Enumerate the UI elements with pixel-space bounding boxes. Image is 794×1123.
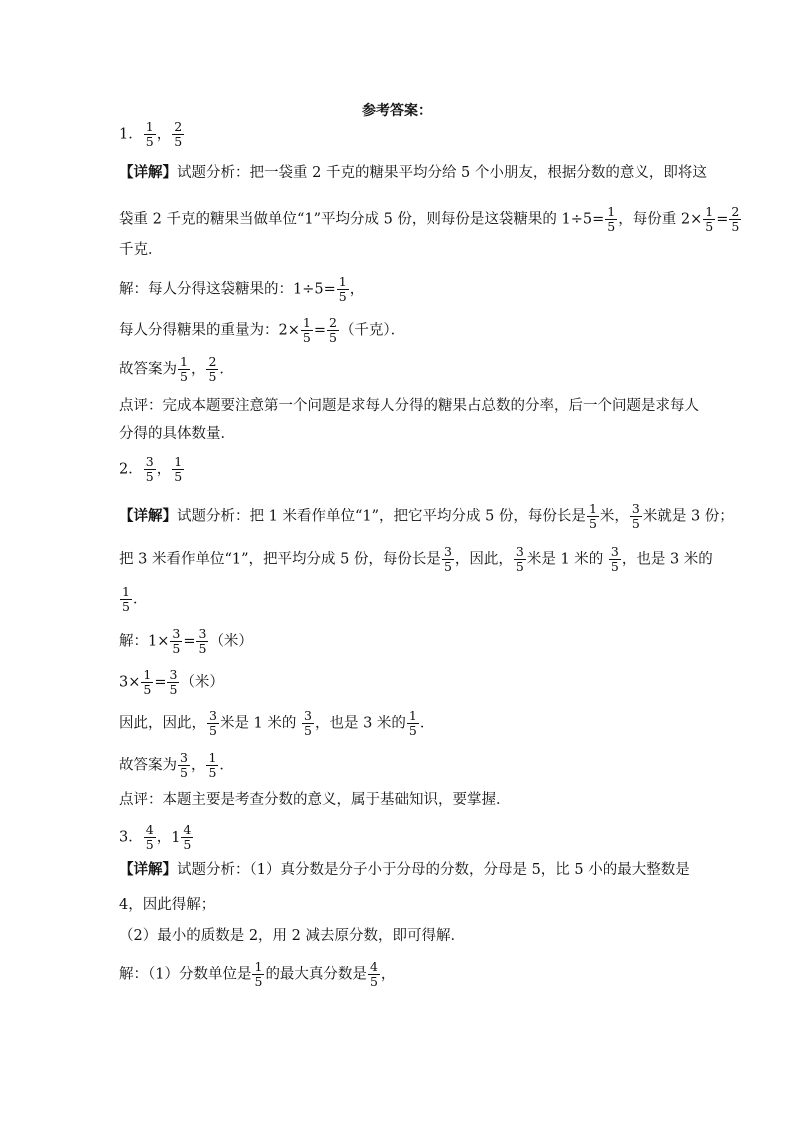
q3-detail-line-2: 4，因此得解； <box>119 897 216 913</box>
q1-comment-line-1: 点评：完成本题要注意第一个问题是求每人分得的糖果占总数的分率，后一个问题是求每人 <box>119 398 699 414</box>
q1-solution-line-2: 每人分得糖果的重量为：2× $\frac{1}{5}$ = $\frac{2}{5}$ （千克）． <box>119 315 406 345</box>
mixed-number-whole: 1 <box>171 829 181 846</box>
q2-solution-line-3: 因此，因此， $\frac{3}{5}$ 米是 1 米的 $\frac{3}{5}$ ，也是 3 米的 $\frac{1}{5}$ ． <box>119 708 435 738</box>
fraction: $\frac{1}{5}$ <box>302 315 311 345</box>
q1-detail-line-2: 袋重 2 千克的糖果当做单位“1”平均分成 5 份，则每份是这袋糖果的 1÷5= $\frac{1}{5}$ ，每份重 2× $\frac{1}{5}$ = $\frac{2}{5}$ <box>119 204 740 234</box>
fraction: $\frac{1}{5}$ <box>174 454 183 484</box>
fraction: $\frac{3}{5}$ <box>209 708 217 738</box>
fraction: $\frac{2}{5}$ <box>208 354 217 384</box>
fraction: $\frac{3}{5}$ <box>610 544 619 574</box>
q2-detail-line-3: $\frac{1}{5}$ ． <box>122 584 148 614</box>
q3-detail-line-1: 【详解】试题分析：（1）真分数是分子小于分母的分数，分母是 5，比 5 小的最大整数是 <box>119 861 690 878</box>
fraction: $\frac{1}{5}$ <box>588 501 597 531</box>
q3-answer-line: 3． $\frac{4}{5}$ ，1 $\frac{4}{5}$ <box>119 822 192 852</box>
q2-detail-line-1: 【详解】试题分析：把 1 米看作单位“1”，把它平均分成 5 份，每份长是 $\frac{1}{5}$ 米， $\frac{3}{5}$ 米就是 3 份； <box>119 501 734 531</box>
fraction: $\frac{3}{5}$ <box>443 544 452 574</box>
fraction: $\frac{1}{5}$ <box>254 959 263 989</box>
q1-final-answer: 故答案为 $\frac{1}{5}$ ， $\frac{2}{5}$ ． <box>119 354 234 384</box>
fraction: $\frac{3}{5}$ <box>145 454 154 484</box>
fraction: $\frac{3}{5}$ <box>169 667 178 697</box>
q2-comment: 点评：本题主要是考查分数的意义，属于基础知识，要掌握． <box>119 792 511 808</box>
fraction: $\frac{2}{5}$ <box>174 119 183 149</box>
fraction: $\frac{1}{5}$ <box>408 708 417 738</box>
fraction: $\frac{2}{5}$ <box>731 204 740 234</box>
fraction: $\frac{1}{5}$ <box>122 584 130 614</box>
fraction: $\frac{3}{5}$ <box>180 750 188 780</box>
q1-answer-line: 1． $\frac{1}{5}$ ， $\frac{2}{5}$ <box>119 119 183 149</box>
q1-solution-line-1: 解：每人分得这袋糖果的：1÷5= $\frac{1}{5}$ ， <box>119 274 365 304</box>
fraction: $\frac{3}{5}$ <box>198 626 207 656</box>
page-title: 参考答案： <box>362 103 432 119</box>
q1-detail-line-1: 【详解】试题分析：把一袋重 2 千克的糖果平均分给 5 个小朋友，根据分数的意义，即将这 <box>119 164 707 181</box>
fraction: $\frac{3}{5}$ <box>172 626 181 656</box>
fraction: $\frac{1}{5}$ <box>180 354 188 384</box>
fraction: $\frac{1}{5}$ <box>338 274 347 304</box>
fraction: $\frac{1}{5}$ <box>143 667 152 697</box>
q2-solution-line-2: 3× $\frac{1}{5}$ = $\frac{3}{5}$ （米） <box>119 667 224 697</box>
fraction: $\frac{3}{5}$ <box>515 544 524 574</box>
q2-answer-line: 2． $\frac{3}{5}$ ， $\frac{1}{5}$ <box>119 454 183 484</box>
q1-comment-line-2: 分得的具体数量． <box>119 426 235 442</box>
fraction: $\frac{4}{5}$ <box>183 822 192 852</box>
fraction: $\frac{1}{5}$ <box>145 119 154 149</box>
fraction: $\frac{4}{5}$ <box>145 822 154 852</box>
fraction: $\frac{1}{5}$ <box>607 204 616 234</box>
q2-solution-line-1: 解：1× $\frac{3}{5}$ = $\frac{3}{5}$ （米） <box>119 626 253 656</box>
fraction: $\frac{1}{5}$ <box>208 750 217 780</box>
q2-detail-line-2: 把 3 米看作单位“1”，把平均分成 5 份，每份长是 $\frac{3}{5}$ ，因此， $\frac{3}{5}$ 米是 1 米的 $\frac{3}{5}$ ，也是 3 米的 <box>119 544 713 574</box>
q3-detail-line-3: （2）最小的质数是 2，用 2 减去原分数，即可得解． <box>119 928 466 944</box>
fraction: $\frac{3}{5}$ <box>304 708 312 738</box>
q2-final-answer: 故答案为 $\frac{3}{5}$ ， $\frac{1}{5}$ ． <box>119 750 234 780</box>
fraction: $\frac{3}{5}$ <box>631 501 640 531</box>
fraction: $\frac{4}{5}$ <box>369 959 378 989</box>
q1-detail-line-3: 千克． <box>119 242 163 258</box>
q3-solution-line-1: 解：（1）分数单位是 $\frac{1}{5}$ 的最大真分数是 $\frac{4}{5}$ ， <box>119 959 396 989</box>
fraction: $\frac{2}{5}$ <box>328 315 337 345</box>
fraction: $\frac{1}{5}$ <box>705 204 714 234</box>
